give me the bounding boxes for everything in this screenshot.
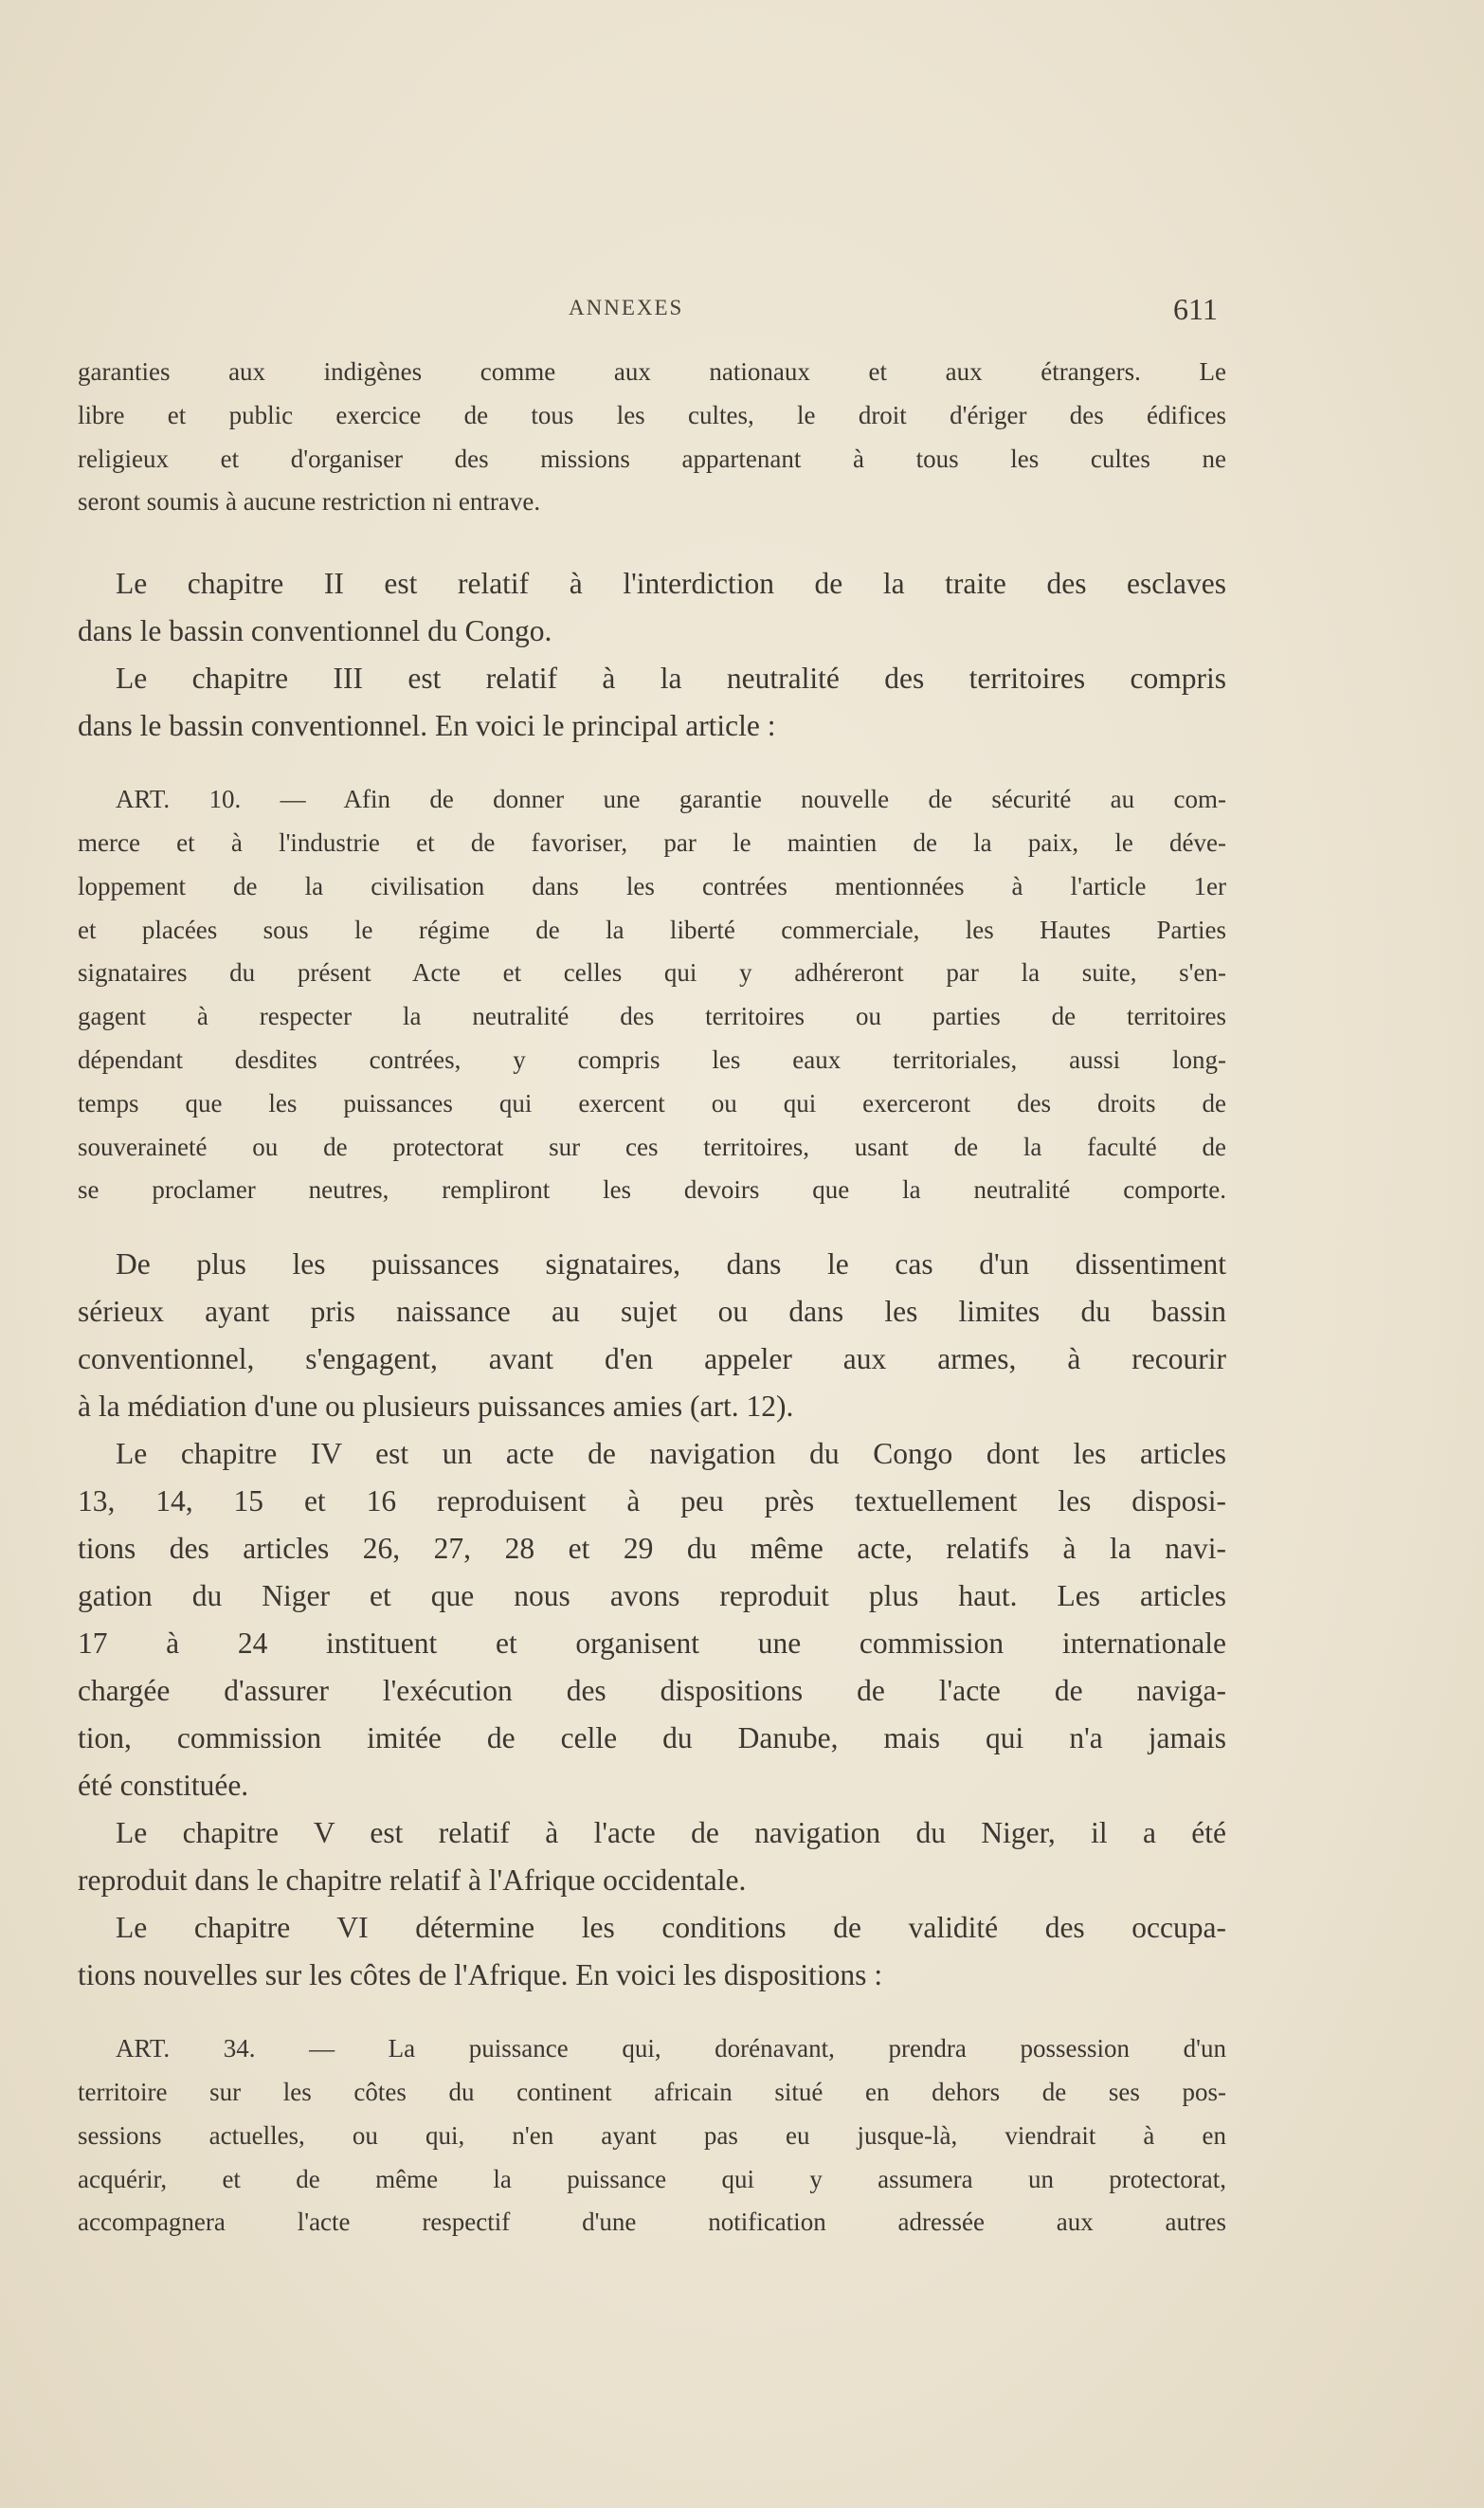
text-line: temps que les puissances qui exercent ou qui exerceront des droits de [78, 1088, 1226, 1118]
text-line: accompagnera l'acte respectif d'une notification adressée aux autres [78, 2208, 1226, 2237]
text-line: sérieux ayant pris naissance au sujet ou dans les limites du bassin [78, 1295, 1226, 1329]
quoted-article-34 [78, 2027, 1226, 2244]
text-line: tion, commission imitée de celle du Danube, mais qui n'a jamais [78, 1721, 1226, 1755]
text-line: dans le bassin conventionnel du Congo. [78, 614, 552, 648]
text-line: signataires du présent Acte et celles qui y adhéreront par la suite, s'en- [78, 958, 1226, 988]
text-line: Le chapitre II est relatif à l'interdiction de la traite des esclaves [116, 567, 1226, 601]
text-line: ART. 10. — Afin de donner une garantie nouvelle de sécurité au com- [116, 785, 1226, 814]
text-line: ART. 34. — La puissance qui, dorénavant, prendra possession d'un [116, 2034, 1226, 2063]
text-line: chargée d'assurer l'exécution des dispositions de l'acte de naviga- [78, 1674, 1226, 1708]
text-line: merce et à l'industrie et de favoriser, par le maintien de la paix, le déve- [78, 827, 1226, 857]
text-line: tions des articles 26, 27, 28 et 29 du même acte, relatifs à la navi- [78, 1532, 1226, 1566]
text-line: conventionnel, s'engagent, avant d'en appeler aux armes, à recourir [78, 1342, 1226, 1376]
text-line: à la médiation d'une ou plusieurs puissances amies (art. 12). [78, 1390, 794, 1424]
text-line: 17 à 24 instituent et organisent une commission internationale [78, 1627, 1226, 1661]
paragraph-chapter-3 [78, 655, 1226, 750]
text-line: été constituée. [78, 1769, 249, 1803]
running-title: ANNEXES [569, 296, 684, 319]
paragraph-chapter-4 [78, 1430, 1226, 1809]
paragraph-chapter-6 [78, 1904, 1226, 1999]
text-line: De plus les puissances signataires, dans le cas d'un dissentiment [116, 1247, 1226, 1281]
page-body [78, 351, 1226, 2244]
text-line: souveraineté ou de protectorat sur ces territoires, usant de la faculté de [78, 1132, 1226, 1161]
paragraph-guarantees [78, 351, 1226, 524]
text-line: libre et public exercice de tous les cultes, le droit d'ériger des édifices [78, 400, 1226, 429]
text-line: garanties aux indigènes comme aux nationaux et aux étrangers. Le [78, 357, 1226, 386]
text-line: gagent à respecter la neutralité des territoires ou parties de territoires [78, 1002, 1226, 1031]
text-line: reproduit dans le chapitre relatif à l'Afrique occidentale. [78, 1863, 747, 1898]
text-line: tions nouvelles sur les côtes de l'Afrique. En voici les dispositions : [78, 1958, 883, 1992]
text-line: Le chapitre V est relatif à l'acte de navigation du Niger, il a été [116, 1816, 1226, 1850]
text-line: 13, 14, 15 et 16 reproduisent à peu près textuellement les disposi- [78, 1484, 1226, 1518]
quoted-article-10 [78, 778, 1226, 1212]
paragraph-chapter-5 [78, 1809, 1226, 1904]
text-line: et placées sous le régime de la liberté commerciale, les Hautes Parties [78, 915, 1226, 944]
text-line: territoire sur les côtes du continent africain situé en dehors de ses pos- [78, 2077, 1226, 2106]
text-line: religieux et d'organiser des missions appartenant à tous les cultes ne [78, 444, 1226, 473]
text-line: se proclamer neutres, rempliront les devoirs que la neutralité comporte. [78, 1175, 1226, 1205]
text-line: sessions actuelles, ou qui, n'en ayant pas eu jusque-là, viendrait à en [78, 2120, 1226, 2150]
page-number: 611 [1173, 292, 1218, 326]
text-line: dans le bassin conventionnel. En voici le principal article : [78, 709, 776, 743]
text-line: dépendant desdites contrées, y compris les eaux territoriales, aussi long- [78, 1045, 1226, 1074]
page-header [0, 292, 1484, 330]
text-line: Le chapitre VI détermine les conditions de validité des occupa- [116, 1911, 1226, 1945]
text-line: Le chapitre IV est un acte de navigation du Congo dont les articles [116, 1437, 1226, 1471]
text-line: loppement de la civilisation dans les contrées mentionnées à l'article 1er [78, 871, 1226, 900]
text-line: Le chapitre III est relatif à la neutralité des territoires compris [116, 662, 1226, 696]
paragraph-mediation [78, 1241, 1226, 1430]
text-line: gation du Niger et que nous avons reproduit plus haut. Les articles [78, 1579, 1226, 1613]
text-line: seront soumis à aucune restriction ni entrave. [78, 487, 541, 517]
text-line: acquérir, et de même la puissance qui y assumera un protectorat, [78, 2164, 1226, 2193]
paragraph-chapter-2 [78, 560, 1226, 655]
